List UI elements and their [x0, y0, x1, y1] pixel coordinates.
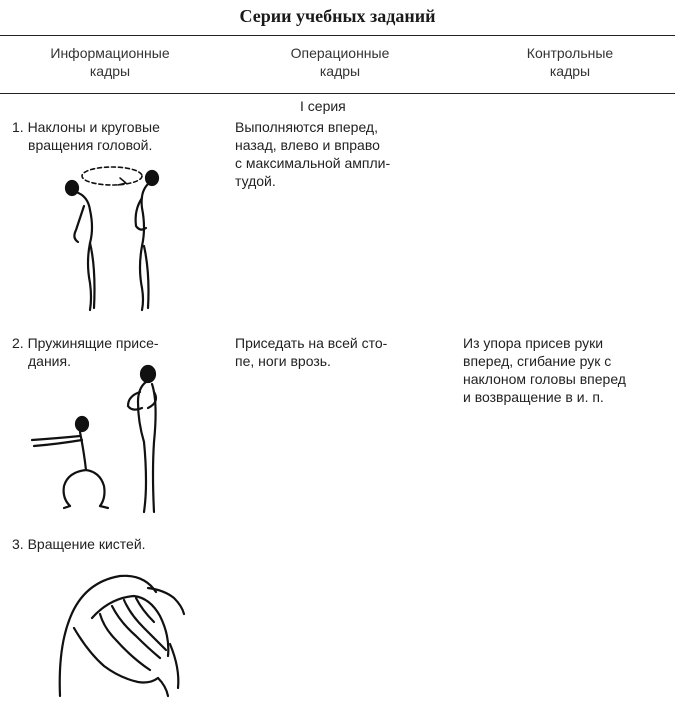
column-header-operation-line2: кадры: [319, 63, 361, 79]
head-rotation-figure: [50, 158, 180, 323]
row2-control-text: [463, 334, 668, 406]
row2-operation-line2: пе, ноги врозь.: [235, 353, 331, 369]
row1-info-line1: 1. Наклоны и круговые: [12, 119, 160, 135]
row2-control-line3: наклоном головы вперед: [463, 371, 626, 387]
page-title: Серии учебных заданий: [239, 6, 436, 26]
row2-control-line1: Из упора присев руки: [463, 335, 604, 351]
column-header-info-line1: Информационные: [50, 45, 170, 61]
series-label: I серия: [300, 98, 346, 114]
column-header-control: [470, 44, 670, 80]
header-top-rule: [0, 35, 675, 36]
row2-info-line1: 2. Пружинящие присе-: [12, 335, 159, 351]
row2-operation-line1: Приседать на всей сто-: [235, 335, 388, 351]
column-header-info-line2: кадры: [89, 63, 131, 79]
row1-info-text: [12, 118, 217, 154]
row1-operation-line4: тудой.: [235, 173, 276, 189]
row3-info-text: [12, 535, 217, 553]
row2-control-line4: и возвращение в и. п.: [463, 389, 604, 405]
row1-operation-text: [235, 118, 440, 190]
row1-operation-line3: с максимальной ампли-: [235, 155, 391, 171]
row2-control-line2: вперед, сгибание рук с: [463, 353, 612, 369]
wrist-rotation-figure: [40, 558, 190, 698]
row1-operation-line2: назад, влево и вправо: [235, 137, 380, 153]
row1-operation-line1: Выполняются вперед,: [235, 119, 378, 135]
column-header-info: [10, 44, 210, 80]
column-header-operation-line1: Операционные: [290, 45, 390, 61]
row2-info-line2: дания.: [28, 353, 71, 369]
row3-info-line1: 3. Вращение кистей.: [12, 536, 146, 552]
column-header-control-line2: кадры: [549, 63, 591, 79]
row1-info-line2: вращения головой.: [28, 137, 153, 153]
row2-operation-text: [235, 334, 440, 370]
header-bottom-rule: [0, 93, 675, 94]
squat-figure: [20, 362, 180, 522]
column-header-control-line1: Контрольные: [526, 45, 614, 61]
column-header-operation: [240, 44, 440, 80]
